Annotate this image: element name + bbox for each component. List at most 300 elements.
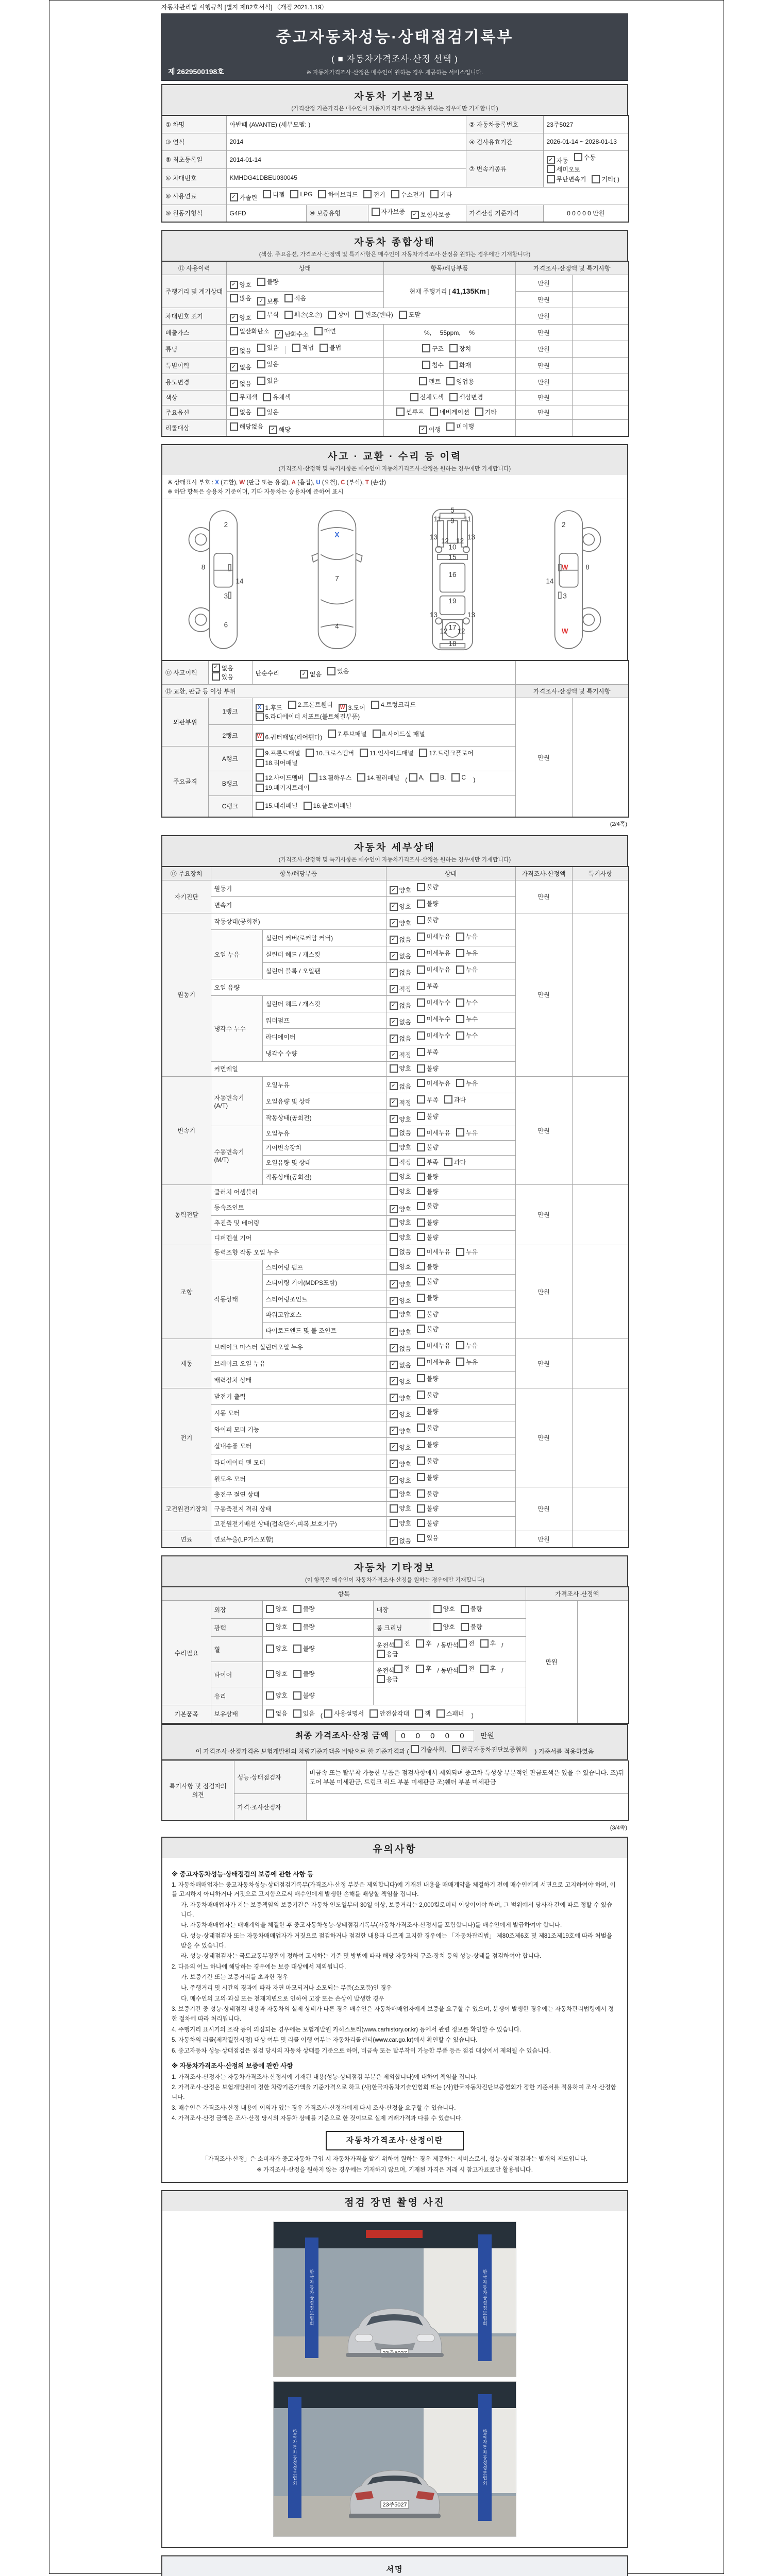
checkbox-없음[interactable]: ✓ 없음: [230, 379, 251, 388]
checkbox-잭[interactable]: 잭: [415, 1709, 431, 1718]
checkbox-양호[interactable]: ✓ 양호: [230, 313, 251, 322]
checkbox-불량[interactable]: 불량: [417, 1440, 439, 1449]
checkbox-불량[interactable]: 불량: [417, 1519, 439, 1528]
checkbox-스패너[interactable]: 스패너: [436, 1709, 464, 1718]
rank-items: [252, 724, 515, 746]
checkbox-적정[interactable]: ✓ 적정: [390, 985, 411, 993]
checkbox-누유[interactable]: 누유: [456, 965, 478, 974]
checkbox-기타( )[interactable]: 기타( ): [592, 175, 619, 183]
notice-line: 2. 다음의 어느 하나에 해당하는 경우에는 보증 대상에서 제외됩니다.: [172, 1963, 346, 1970]
checkbox-불량[interactable]: 불량: [417, 899, 439, 908]
checkbox-해당[interactable]: ✓ 해당: [269, 425, 291, 434]
text: (: [405, 776, 409, 783]
checkbox-양호[interactable]: 양호: [390, 1172, 411, 1181]
state-cell: [226, 325, 383, 341]
checkbox-누유[interactable]: 누유: [456, 1358, 478, 1366]
remark-cell: [572, 420, 629, 437]
checkbox-있음[interactable]: 있음: [293, 1709, 315, 1718]
checkbox-탄화수소[interactable]: ✓ 탄화수소: [275, 330, 308, 338]
cell-label: ② 자동차등록번호: [466, 115, 543, 133]
checkbox-양호[interactable]: 양호: [390, 1218, 411, 1227]
checkbox-양호[interactable]: 양호: [390, 1064, 411, 1073]
checkbox-미세누유[interactable]: 미세누유: [417, 1358, 450, 1366]
checkbox-양호[interactable]: ✓ 양호: [390, 1427, 411, 1435]
notice-line: 가. 보증기간 또는 보증거리를 초과한 경우: [181, 1974, 289, 1981]
checkbox-불량[interactable]: 불량: [417, 883, 439, 891]
checkbox-없음[interactable]: ✓ 없음: [230, 363, 251, 371]
state-cell: [386, 1045, 515, 1062]
notice-line: 나. 주행거리 및 시간의 경과에 따라 자연 마모되거나 소모되는 부품(소모품)인 경우: [181, 1985, 392, 1991]
lift-post-banner: 한국자동차공정정보협회: [478, 2234, 492, 2361]
checkbox-적음[interactable]: 적음: [284, 294, 306, 302]
cell-label: 내장: [373, 1601, 430, 1619]
checkbox-보통[interactable]: ✓ 보통: [257, 297, 279, 306]
notice-line: 다. 성능·상태점검자 또는 자동차매매업자가 거짓으로 점검하거나 점검한 내용과 다르게 고지한 경우에는 「자동차관리법」 제80조제6호 및 제81조제19호에 따라 처벌을 받을 수 있습니다.: [181, 1933, 612, 1949]
checkbox-장치[interactable]: 장치: [449, 344, 471, 353]
checkbox-과다[interactable]: 과다: [444, 1095, 466, 1104]
checkbox-있음[interactable]: 있음: [257, 376, 279, 385]
checkbox-양호[interactable]: ✓ 양호: [390, 1460, 411, 1468]
lift-post-banner: 한국자동차공정정보협회: [305, 2238, 318, 2358]
checkbox-부식[interactable]: 부식: [257, 310, 279, 319]
checkbox-디젤[interactable]: 디젤: [263, 190, 284, 199]
checkbox-있음[interactable]: 있음: [257, 360, 279, 368]
remark-cell: [572, 1076, 629, 1184]
checkbox-없음[interactable]: ✓ 없음: [390, 1361, 411, 1369]
checkbox-전체도색[interactable]: 전체도색: [410, 393, 444, 401]
checkbox-13.휠하우스[interactable]: 13.휠하우스: [309, 773, 351, 782]
checkbox-부족[interactable]: 부족: [417, 1047, 439, 1056]
svg-text:14: 14: [546, 577, 554, 585]
checkbox-4.트렁크리드[interactable]: 4.트렁크리드: [371, 700, 416, 709]
state-cell: [386, 1216, 515, 1231]
row-label: 주행거리 및 계기상태: [162, 275, 226, 308]
checkbox-없음[interactable]: ✓ 없음: [300, 670, 322, 679]
checkbox-불량[interactable]: 불량: [417, 1143, 439, 1151]
checkbox-적법[interactable]: 적법: [292, 343, 314, 352]
checkbox-변조(변타)[interactable]: 변조(변타): [355, 310, 393, 319]
checkbox-훼손(오손)[interactable]: 훼손(오손): [284, 310, 322, 319]
checkbox-불량[interactable]: 불량: [417, 1504, 439, 1513]
checkbox-2.프론트휀더[interactable]: 2.프론트휀더: [288, 700, 333, 709]
checkbox-양호[interactable]: ✓ 양호: [390, 1443, 411, 1452]
checkbox-없음[interactable]: ✓ 없음: [212, 664, 233, 672]
checkbox-없음[interactable]: ✓ 없음: [390, 1018, 411, 1026]
checkbox-없음[interactable]: ✓ 없음: [390, 1536, 411, 1545]
checkbox-불량[interactable]: 불량: [417, 1218, 439, 1227]
checkbox-미세누수[interactable]: 미세누수: [417, 998, 450, 1007]
checkbox-양호[interactable]: ✓ 양호: [390, 1280, 411, 1289]
checkbox-10.크로스멤버[interactable]: 10.크로스멤버: [306, 749, 354, 757]
checkbox-유채색[interactable]: 유채색: [263, 393, 291, 401]
checkbox-불량[interactable]: 불량: [417, 1456, 439, 1465]
wheel-tire-detail: [373, 1687, 526, 1705]
checkbox-없음[interactable]: ✓ 없음: [390, 1082, 411, 1091]
checkbox-미세누유[interactable]: 미세누유: [417, 1128, 450, 1137]
state-cell: [262, 1601, 373, 1619]
item-cell: 윈도우 모터: [211, 1470, 386, 1487]
checkbox-수소전기[interactable]: 수소전기: [391, 190, 425, 199]
checkbox-없음[interactable]: 없음: [230, 408, 251, 416]
checkbox-응급[interactable]: 응급: [377, 1650, 398, 1658]
remark-cell: [572, 405, 629, 420]
section-detail-state: [161, 835, 628, 1548]
checkbox-불량[interactable]: 불량: [417, 1391, 439, 1399]
item-cell: 충전구 절연 상태: [211, 1487, 386, 1502]
checkbox-누수[interactable]: 누수: [456, 998, 478, 1007]
checkbox-LPG[interactable]: LPG: [290, 190, 312, 198]
checkbox-불량[interactable]: 불량: [417, 1489, 439, 1498]
checkbox-불량[interactable]: 불량: [293, 1669, 315, 1678]
checkbox-양호[interactable]: ✓ 양호: [390, 1328, 411, 1336]
checkbox-불량[interactable]: 불량: [417, 1325, 439, 1333]
checkbox-렌트[interactable]: 렌트: [419, 377, 441, 386]
cell-label: 휠: [211, 1637, 262, 1662]
state-cell: [386, 1421, 515, 1437]
checkbox-후[interactable]: 후: [480, 1639, 496, 1648]
checkbox-불량[interactable]: 불량: [417, 1310, 439, 1318]
checkbox-있음[interactable]: 있음: [212, 672, 233, 681]
checkbox-12.사이드멤버[interactable]: 12.사이드멤버: [256, 773, 304, 782]
remark-cell: [572, 1388, 629, 1487]
checkbox-양호[interactable]: ✓ 양호: [390, 1377, 411, 1386]
rank-label: A랭크: [208, 746, 252, 771]
checkbox-네비게이션[interactable]: 네비게이션: [430, 408, 469, 416]
svg-text:13: 13: [429, 611, 438, 619]
checkbox-누유[interactable]: 누유: [456, 1341, 478, 1350]
checkbox-없음[interactable]: ✓ 없음: [390, 1344, 411, 1353]
checkbox-화재[interactable]: 화재: [449, 361, 471, 369]
device-group: 조향: [162, 1245, 211, 1339]
checkbox-18.리어패널[interactable]: 18.리어패널: [256, 758, 298, 767]
checkbox-없음[interactable]: 없음: [266, 1709, 288, 1718]
checkbox-B,[interactable]: B,: [430, 773, 446, 782]
checkbox-14.필러패널[interactable]: 14.필러패널: [357, 773, 399, 782]
checkbox-불량[interactable]: 불량: [417, 1187, 439, 1196]
checkbox-많음[interactable]: 많음: [230, 294, 251, 302]
checkbox-양호[interactable]: 양호: [390, 1310, 411, 1318]
checkbox-미세누유[interactable]: 미세누유: [417, 948, 450, 957]
checkbox-7.루브패널[interactable]: 7.루브패널: [328, 730, 366, 738]
price-cell: 만원: [515, 308, 572, 325]
checkbox-8.사이드실 패널[interactable]: 8.사이드실 패널: [373, 730, 425, 738]
checkbox-16.플로어패널[interactable]: 16.플로어패널: [304, 801, 352, 810]
text: /: [501, 1641, 503, 1649]
checkbox-C[interactable]: C: [451, 773, 466, 782]
checkbox-양호[interactable]: 양호: [266, 1622, 288, 1631]
cell-label: 가격조사·산정액: [515, 867, 572, 880]
checkbox-양호[interactable]: ✓ 양호: [390, 1205, 411, 1213]
part-cell: 오일누유: [262, 1126, 386, 1141]
checkbox-적정[interactable]: ✓ 적정: [390, 1050, 411, 1059]
state-cell: [226, 420, 383, 437]
checkbox-불량[interactable]: 불량: [293, 1604, 315, 1613]
checkbox-불량[interactable]: 불량: [293, 1644, 315, 1653]
svg-text:13: 13: [429, 533, 438, 541]
cell-label: ⑫ 사고이력: [162, 660, 208, 685]
checkbox-전기[interactable]: 전기: [363, 190, 385, 199]
checkbox-양호[interactable]: ✓ 양호: [390, 1410, 411, 1419]
svg-text:2: 2: [224, 520, 228, 529]
checkbox-기타[interactable]: 기타: [430, 190, 452, 199]
divider: [285, 346, 286, 354]
checkbox-양호[interactable]: 양호: [433, 1604, 455, 1613]
checkbox-양호[interactable]: 양호: [390, 1489, 411, 1498]
checkbox-누수[interactable]: 누수: [456, 1014, 478, 1023]
checkbox-있음[interactable]: 있음: [417, 1533, 439, 1542]
checkbox-미이행[interactable]: 미이행: [446, 422, 474, 431]
checkbox-누수[interactable]: 누수: [456, 1031, 478, 1040]
checkbox-적정[interactable]: ✓ 적정: [390, 1098, 411, 1107]
checkbox-9.프론트패널[interactable]: 9.프론트패널: [256, 749, 300, 757]
checkbox-양호[interactable]: 양호: [390, 1187, 411, 1196]
item-cell: 작동상태(공회전): [211, 913, 386, 930]
checkbox-불량[interactable]: 불량: [293, 1622, 315, 1631]
checkbox-미세누유[interactable]: 미세누유: [417, 1341, 450, 1350]
cell-label: 특기사항: [572, 867, 629, 880]
checkbox-없음[interactable]: ✓ 없음: [390, 935, 411, 944]
checkbox-양호[interactable]: 양호: [266, 1604, 288, 1613]
signature-label: 서명: [386, 2565, 404, 2574]
part-cell: 오일유량 및 상태: [262, 1093, 386, 1109]
state-cell: [386, 979, 515, 996]
checkbox-후[interactable]: 후: [416, 1639, 432, 1648]
svg-text:11: 11: [464, 515, 471, 523]
checkbox-없음[interactable]: ✓ 없음: [230, 346, 251, 355]
notice-line: 3. 보증기간 중 성능·상태점검 내용과 자동차의 실제 상태가 다른 경우 매수인은 자동차매매업자에게 보증을 요구할 수 있으며, 분쟁이 발생한 경우에는 자동차관리법령에서 정한 절차에 따라 처리됩니다.: [172, 2006, 614, 2022]
checkbox-3.도어[interactable]: W 3.도어: [339, 703, 365, 712]
checkbox-불량[interactable]: 불량: [417, 916, 439, 924]
checkbox-양호[interactable]: 양호: [390, 1233, 411, 1242]
final-price-note: [165, 1745, 624, 1756]
checkbox-양호[interactable]: ✓ 양호: [390, 1394, 411, 1402]
checkbox-불량[interactable]: 불량: [417, 1172, 439, 1181]
checkbox-불량[interactable]: 불량: [417, 1423, 439, 1432]
checkbox-양호[interactable]: 양호: [266, 1691, 288, 1700]
checkbox-17.트렁크플로어[interactable]: 17.트렁크플로어: [419, 749, 473, 757]
checkbox-없음[interactable]: ✓ 없음: [390, 968, 411, 977]
checkbox-전[interactable]: 전: [459, 1639, 475, 1648]
checkbox-6.쿼터패널(리어휀다)[interactable]: W 6.쿼터패널(리어휀다): [256, 733, 323, 741]
panel-group: 외판부위: [162, 698, 208, 747]
checkbox-세미오토[interactable]: 세미오토: [547, 165, 580, 174]
checkbox-양호[interactable]: 양호: [266, 1644, 288, 1653]
checkbox-불량[interactable]: 불량: [461, 1622, 482, 1631]
remarks-table: [161, 1760, 629, 1821]
checkbox-전[interactable]: 전: [394, 1664, 410, 1673]
checkbox-침수[interactable]: 침수: [422, 361, 444, 369]
checkbox-후[interactable]: 후: [416, 1664, 432, 1673]
text: / 동반석: [437, 1667, 459, 1674]
checkbox-썬루프[interactable]: 썬루프: [396, 408, 424, 416]
rank-label: 1랭크: [208, 698, 252, 725]
checkbox-무채색[interactable]: 무채색: [230, 393, 258, 401]
checkbox-후[interactable]: 후: [480, 1664, 496, 1673]
row-label: 주요옵션: [162, 405, 226, 420]
checkbox-있음[interactable]: 있음: [257, 408, 279, 416]
price-cell: 만원: [515, 1531, 572, 1548]
row-label: 배출가스: [162, 325, 226, 341]
checkbox-미세누수[interactable]: 미세누수: [417, 1014, 450, 1023]
checkbox-없음[interactable]: ✓ 없음: [390, 952, 411, 960]
checkbox-미세누유[interactable]: 미세누유: [417, 965, 450, 974]
state-cell: [386, 1029, 515, 1045]
remark-cell: [572, 275, 629, 292]
checkbox-적정[interactable]: 적정: [390, 1158, 411, 1166]
checkbox-양호[interactable]: 양호: [390, 1143, 411, 1151]
first-registration-date: 2014-01-14: [226, 150, 466, 169]
checkbox-과다[interactable]: 과다: [444, 1158, 466, 1166]
checkbox-도말[interactable]: 도말: [399, 310, 421, 319]
state-cell: [386, 1322, 515, 1338]
checkbox-부족[interactable]: 부족: [417, 981, 439, 990]
checkbox-없음[interactable]: ✓ 없음: [390, 1001, 411, 1010]
checkbox-불량[interactable]: 불량: [417, 1277, 439, 1285]
text: 이 가격조사·산정가격은 보험개발원의 차량기준가액을 바탕으로 한 기준가격과 (: [195, 1748, 411, 1755]
checkbox-가솔린[interactable]: ✓ 가솔린: [230, 193, 258, 202]
checkbox-양호[interactable]: 양호: [433, 1622, 455, 1631]
checkbox-있음[interactable]: 있음: [257, 343, 279, 352]
device-group: 연료: [162, 1531, 211, 1548]
checkbox-11.인사이드패널[interactable]: 11.인사이드패널: [360, 749, 413, 757]
checkbox-A,[interactable]: A,: [409, 773, 425, 782]
checkbox-양호[interactable]: ✓ 양호: [230, 280, 251, 289]
part-cell: 파워고압호스: [262, 1308, 386, 1323]
checkbox-불량[interactable]: 불량: [257, 277, 279, 286]
checkbox-양호[interactable]: 양호: [390, 1262, 411, 1271]
checkbox-양호[interactable]: ✓ 양호: [390, 1476, 411, 1485]
checkbox-양호[interactable]: ✓ 양호: [390, 1115, 411, 1124]
part-cell: 기어변속장치: [262, 1141, 386, 1156]
state-cell: [386, 1126, 515, 1141]
final-price-unit: 만원: [480, 1731, 495, 1740]
checkbox-누유[interactable]: 누유: [456, 1128, 478, 1137]
checkbox-색상변경[interactable]: 색상변경: [449, 393, 483, 401]
checkbox-불량[interactable]: 불량: [417, 1374, 439, 1383]
photo-area: [161, 2211, 628, 2548]
checkbox-미세누수[interactable]: 미세누수: [417, 1031, 450, 1040]
state-cell: [226, 341, 383, 358]
device-group: 전기: [162, 1388, 211, 1487]
checkbox-미세누유[interactable]: 미세누유: [417, 1247, 450, 1256]
checkbox-무단변속기[interactable]: 무단변속기: [547, 175, 586, 183]
checkbox-하이브리드[interactable]: 하이브리드: [318, 190, 358, 199]
checkbox-누유[interactable]: 누유: [456, 1247, 478, 1256]
checkbox-불량[interactable]: 불량: [417, 1201, 439, 1210]
checkbox-기술사회,[interactable]: 기술사회,: [411, 1745, 446, 1754]
svg-text:12: 12: [440, 627, 448, 635]
simple-repair: 단순수리 ✓ 없음 있음: [252, 660, 515, 685]
state-cell: [386, 897, 515, 913]
checkbox-이행[interactable]: ✓ 이행: [419, 425, 441, 434]
checkbox-양호[interactable]: ✓ 양호: [390, 886, 411, 894]
text: (: [320, 1711, 325, 1719]
section-basic-info: [161, 84, 628, 223]
remark-cell: [572, 698, 629, 818]
checkbox-1.후드[interactable]: X 1.후드: [256, 703, 282, 712]
checkbox-15.대쉬패널[interactable]: 15.대쉬패널: [256, 801, 298, 810]
checkbox-수동[interactable]: 수동: [574, 153, 596, 162]
checkbox-불법[interactable]: 불법: [320, 343, 341, 352]
checkbox-5.라디에이터 서포트(볼트체결부품)[interactable]: 5.라디에이터 서포트(볼트체결부품): [256, 712, 360, 721]
checkbox-사용설명서[interactable]: 사용설명서: [324, 1709, 364, 1718]
checkbox-없음[interactable]: ✓ 없음: [390, 1034, 411, 1043]
checkbox-누유[interactable]: 누유: [456, 932, 478, 941]
checkbox-불량[interactable]: 불량: [417, 1473, 439, 1482]
checkbox-안전삼각대[interactable]: 안전삼각대: [369, 1709, 409, 1718]
final-price-band: [161, 1724, 628, 1761]
checkbox-구조[interactable]: 구조: [422, 344, 444, 353]
checkbox-전[interactable]: 전: [394, 1639, 410, 1648]
checkbox-없음[interactable]: 없음: [390, 1247, 411, 1256]
text: 운전석: [376, 1641, 395, 1649]
checkbox-미세누유[interactable]: 미세누유: [417, 1079, 450, 1088]
checkbox-양호[interactable]: ✓ 양호: [390, 1296, 411, 1305]
checkbox-영업용[interactable]: 영업용: [446, 377, 474, 386]
etc-info-table: [161, 1586, 629, 1724]
checkbox-불량[interactable]: 불량: [417, 1064, 439, 1073]
checkbox-불량[interactable]: 불량: [461, 1604, 482, 1613]
checkbox-부족[interactable]: 부족: [417, 1158, 439, 1166]
checkbox-응급[interactable]: 응급: [377, 1675, 398, 1684]
checkbox-불량[interactable]: 불량: [293, 1691, 315, 1700]
checkbox-미세누유[interactable]: 미세누유: [417, 932, 450, 941]
section-notice: [161, 1837, 628, 2183]
checkbox-자가보증[interactable]: 자가보증: [372, 207, 405, 216]
item-cell: 구동축전지 격리 상태: [211, 1502, 386, 1517]
checkbox-부족[interactable]: 부족: [417, 1095, 439, 1104]
checkbox-없음[interactable]: 없음: [390, 1128, 411, 1137]
checkbox-전[interactable]: 전: [459, 1664, 475, 1673]
checkbox-불량[interactable]: 불량: [417, 1293, 439, 1302]
item-cell: 오일 유량: [211, 979, 386, 996]
rank-label: B랭크: [208, 771, 252, 795]
cell-label: 가격조사·산정액: [526, 1587, 629, 1601]
checkbox-기타[interactable]: 기타: [475, 408, 497, 416]
checkbox-누유[interactable]: 누유: [456, 948, 478, 957]
state-cell: [386, 963, 515, 979]
state-cell: [386, 1355, 515, 1371]
checkbox-누유[interactable]: 누유: [456, 1079, 478, 1088]
checkbox-양호[interactable]: 양호: [266, 1669, 288, 1678]
checkbox-19.패키지트레이[interactable]: 19.패키지트레이: [256, 783, 310, 792]
section-note: (이 항목은 매수인이 자동차가격조사·산정을 원하는 경우에만 기재합니다): [305, 1577, 485, 1583]
checkbox-매연[interactable]: 매연: [314, 327, 336, 335]
checkbox-일산화탄소[interactable]: 일산화탄소: [230, 327, 270, 335]
svg-text:3: 3: [224, 592, 228, 600]
form-sheet: [49, 0, 724, 2574]
checkbox-불량[interactable]: 불량: [417, 1233, 439, 1242]
checkbox-불량[interactable]: 불량: [417, 1262, 439, 1271]
checkbox-양호[interactable]: ✓ 양호: [390, 902, 411, 911]
checkbox-양호[interactable]: ✓ 양호: [390, 919, 411, 927]
checkbox-불량[interactable]: 불량: [417, 1112, 439, 1121]
checkbox-양호[interactable]: 양호: [390, 1504, 411, 1513]
checkbox-보험사보증[interactable]: ✓ 보험사보증: [411, 210, 450, 219]
warranty-type: [368, 205, 466, 222]
checkbox-양호[interactable]: 양호: [390, 1519, 411, 1528]
row-label: 용도변경: [162, 374, 226, 391]
checkbox-불량[interactable]: 불량: [417, 1407, 439, 1416]
checkbox-있음[interactable]: 있음: [327, 667, 349, 675]
text: 현재 주행거리 [: [409, 288, 452, 295]
checkbox-자동[interactable]: ✓ 자동: [547, 156, 568, 165]
document-header: [161, 13, 628, 81]
price-cell: 만원: [515, 325, 572, 341]
checkbox-한국자동차진단보증협회[interactable]: 한국자동차진단보증협회: [452, 1745, 528, 1754]
checkbox-해당없음[interactable]: 해당없음: [230, 422, 263, 431]
checkbox-상이[interactable]: 상이: [328, 310, 349, 319]
